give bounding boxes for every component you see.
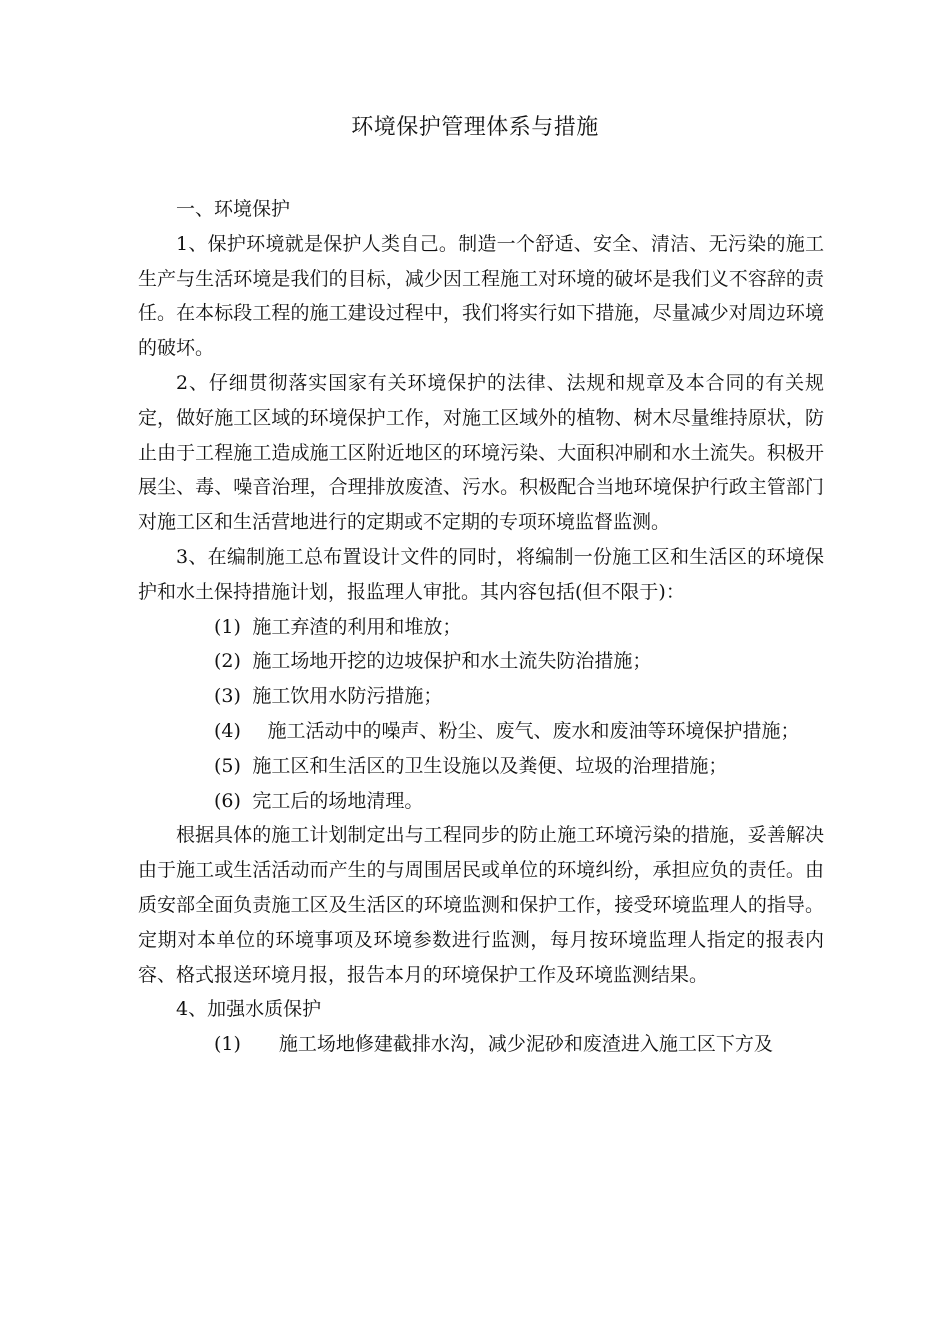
list-item-number: (5) bbox=[214, 754, 241, 777]
list-item bbox=[138, 749, 824, 784]
list-item-number: (1) bbox=[214, 615, 241, 638]
list-item bbox=[138, 1027, 824, 1062]
list-item-text: 施工区和生活区的卫生设施以及粪便、垃圾的治理措施； bbox=[252, 754, 728, 777]
list-item bbox=[138, 714, 824, 749]
list-item-number: (4) bbox=[214, 719, 241, 742]
document-body bbox=[138, 192, 824, 1062]
list-item-text: 施工弃渣的利用和堆放； bbox=[252, 615, 462, 638]
list-item-text: 施工场地修建截排水沟，减少泥砂和废渣进入施工区下方及 bbox=[278, 1033, 773, 1056]
list-item bbox=[138, 784, 824, 819]
list-item-number: (3) bbox=[214, 685, 241, 708]
list-item-number: (2) bbox=[214, 650, 241, 673]
list-item-text: 施工活动中的噪声、粉尘、废气、废水和废油等环境保护措施； bbox=[267, 719, 800, 742]
list-item-number: (6) bbox=[214, 789, 241, 812]
list-item bbox=[138, 644, 824, 679]
paragraph-2: 2、仔细贯彻落实国家有关环境保护的法律、法规和规章及本合同的有关规定，做好施工区域的环境保护工作，对施工区域外的植物、树木尽量维持原状，防止由于工程施工造成施工区附近地区的环境污染、大面积冲刷和水土流失。积极开展尘、毒、噪音治理，合理排放废渣、污水。积极配合当地环境保护行政主管部门对施工区和生活营地进行的定期或不定期的专项环境监督监测。 bbox=[138, 371, 824, 534]
list-item-number: (1) bbox=[214, 1033, 241, 1056]
document-title: 环境保护管理体系与措施 bbox=[351, 115, 599, 140]
paragraph-1: 1、保护环境就是保护人类自己。制造一个舒适、安全、清洁、无污染的施工生产与生活环境是我们的目标，减少因工程施工对环境的破坏是我们义不容辞的责任。在本标段工程的施工建设过程中，我们将实行如下措施，尽量减少对周边环境的破坏。 bbox=[138, 232, 824, 360]
paragraph-3: 3、在编制施工总布置设计文件的同时，将编制一份施工区和生活区的环境保护和水土保持措施计划，报监理人审批。其内容包括(但不限于)： bbox=[138, 545, 824, 603]
section-heading: 一、环境保护 bbox=[176, 198, 291, 220]
list-item-text: 施工饮用水防污措施； bbox=[252, 685, 443, 708]
paragraph-5: 4、加强水质保护 bbox=[176, 998, 322, 1021]
list-item-text: 完工后的场地清理。 bbox=[252, 789, 424, 812]
paragraph-4: 根据具体的施工计划制定出与工程同步的防止施工环境污染的措施，妥善解决由于施工或生活活动而产生的与周围居民或单位的环境纠纷，承担应负的责任。由质安部全面负责施工区及生活区的环境监测和保护工作，接受环境监理人的指导。定期对本单位的环境事项及环境参数进行监测，每月按环境监理人指定的报表内容、格式报送环境月报，报告本月的环境保护工作及环境监测结果。 bbox=[138, 824, 824, 986]
list-item-text: 施工场地开挖的边坡保护和水土流失防治措施； bbox=[252, 650, 652, 673]
list-item bbox=[138, 610, 824, 645]
list-item bbox=[138, 679, 824, 714]
